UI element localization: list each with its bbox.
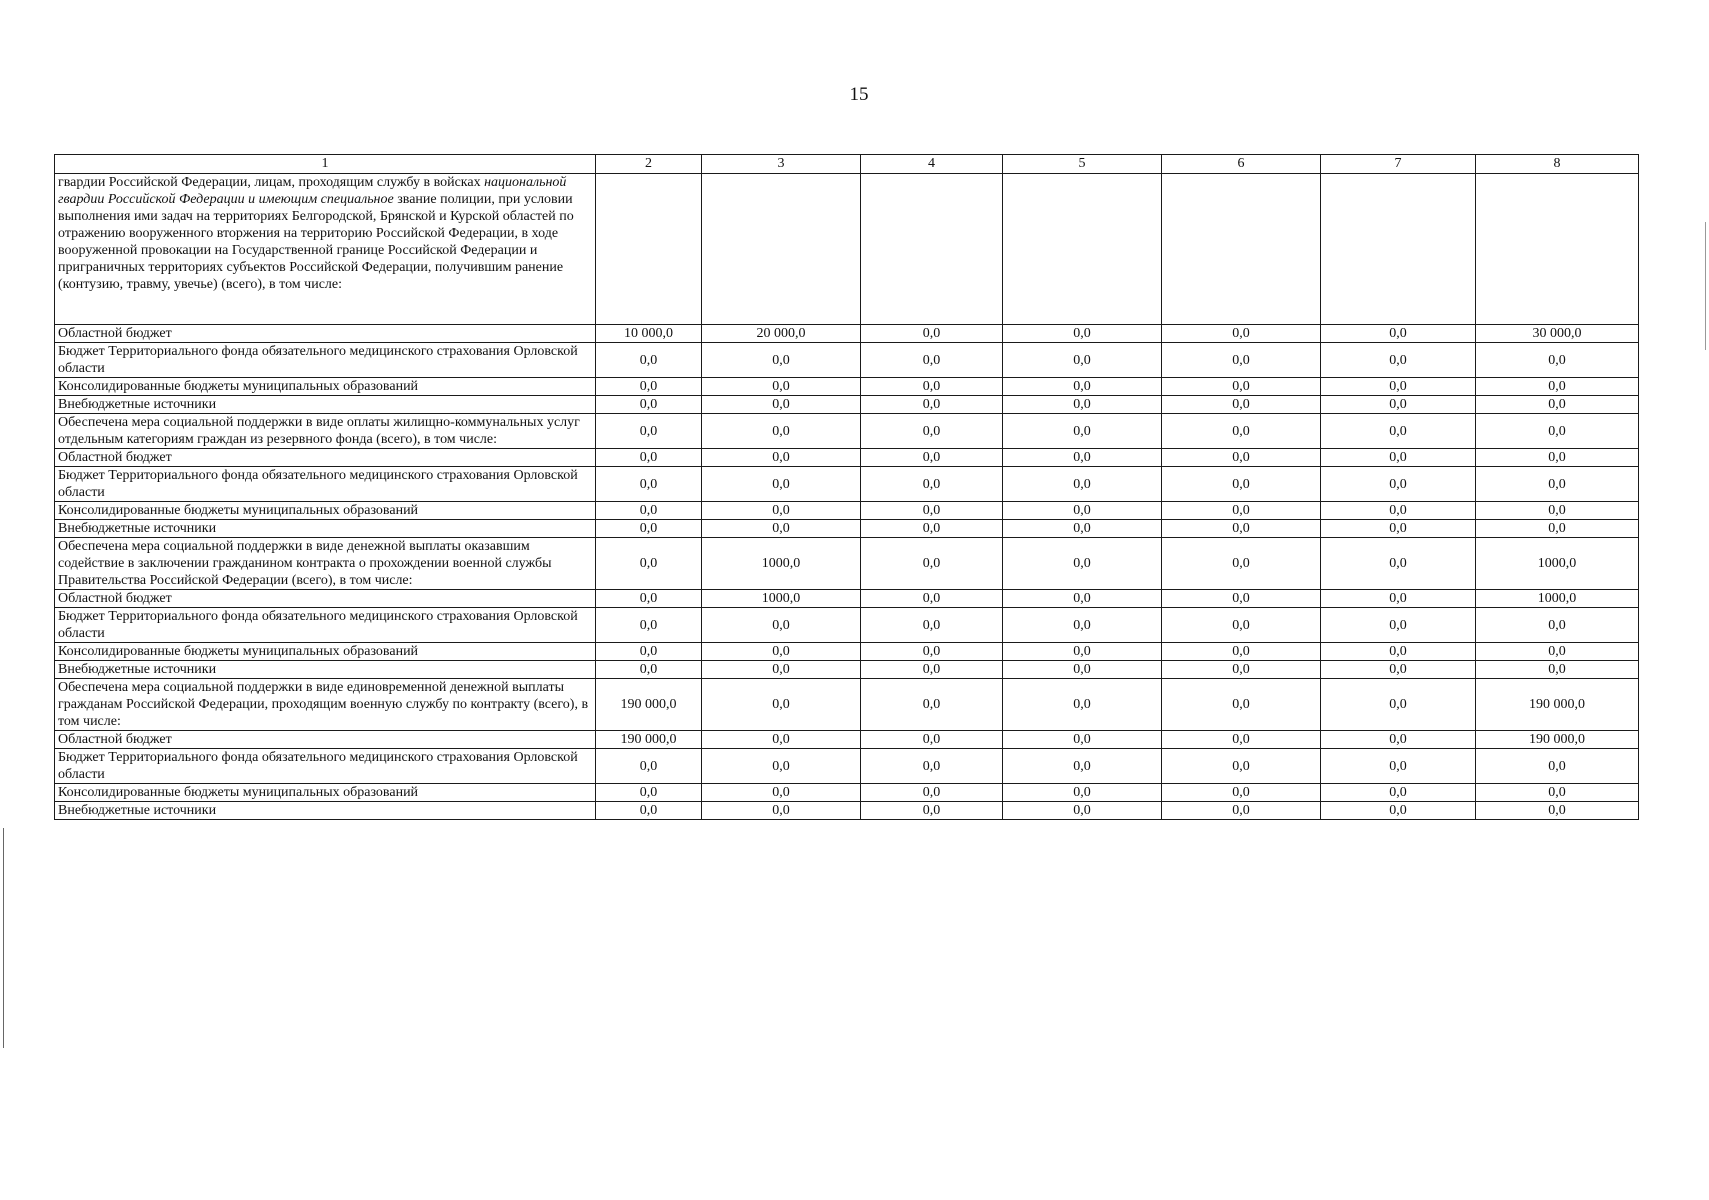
value-cell: 0,0 — [861, 396, 1003, 414]
value-cell: 0,0 — [1003, 449, 1162, 467]
value-cell: 0,0 — [596, 414, 702, 449]
margin-line — [3, 828, 4, 1048]
value-cell: 0,0 — [861, 784, 1003, 802]
value-cell: 0,0 — [1321, 414, 1476, 449]
value-cell: 0,0 — [1476, 467, 1639, 502]
value-cell: 0,0 — [1162, 661, 1321, 679]
value-cell: 0,0 — [1476, 661, 1639, 679]
table-row — [55, 538, 1639, 590]
row-label — [55, 174, 596, 325]
row-label: Консолидированные бюджеты муниципальных образований — [55, 784, 596, 802]
column-header: 1 — [55, 155, 596, 174]
value-cell: 0,0 — [1321, 643, 1476, 661]
value-cell: 0,0 — [1321, 343, 1476, 378]
value-cell: 0,0 — [702, 608, 861, 643]
value-cell: 0,0 — [1321, 396, 1476, 414]
value-cell: 0,0 — [702, 343, 861, 378]
table-row — [55, 396, 1639, 414]
value-cell: 0,0 — [1321, 590, 1476, 608]
table-row — [55, 520, 1639, 538]
value-cell: 0,0 — [1321, 608, 1476, 643]
value-cell: 0,0 — [1162, 325, 1321, 343]
row-label-italic-part: национальной гвардии Российской Федерации и имеющим специальное — [58, 175, 567, 207]
value-cell: 0,0 — [596, 643, 702, 661]
value-cell: 0,0 — [702, 784, 861, 802]
row-label-part: гвардии Российской Федерации, лицам, проходящим службу в войсках — [58, 175, 485, 190]
row-label: Внебюджетные источники — [55, 396, 596, 414]
value-cell: 0,0 — [1321, 449, 1476, 467]
value-cell: 0,0 — [702, 731, 861, 749]
value-cell — [1321, 174, 1476, 325]
table-row — [55, 343, 1639, 378]
row-label: Областной бюджет — [55, 449, 596, 467]
row-label-part: звание полиции, при условии выполнения ими задач на территориях Белгородской, Брянской и Курской областей по отражению вооруженного вторжения на территорию Российской Федерации, в ходе вооруженной провокации на Государственной границе Российской Федерации и приграничных территориях субъектов Российской Федерации, получившим ранение (контузию, травму, увечье) (всего), в том числе: — [58, 192, 574, 292]
value-cell: 0,0 — [596, 661, 702, 679]
value-cell: 0,0 — [1321, 679, 1476, 731]
value-cell: 0,0 — [1162, 502, 1321, 520]
value-cell: 30 000,0 — [1476, 325, 1639, 343]
value-cell: 1000,0 — [702, 590, 861, 608]
value-cell — [596, 174, 702, 325]
value-cell: 0,0 — [861, 608, 1003, 643]
value-cell: 0,0 — [596, 749, 702, 784]
value-cell: 0,0 — [1476, 449, 1639, 467]
value-cell: 0,0 — [1476, 784, 1639, 802]
table-row — [55, 449, 1639, 467]
value-cell: 0,0 — [1321, 731, 1476, 749]
value-cell: 0,0 — [702, 467, 861, 502]
value-cell: 0,0 — [1162, 414, 1321, 449]
row-label: Обеспечена мера социальной поддержки в виде денежной выплаты оказавшим содействие в заключении гражданином контракта о прохождении военной службы Правительства Российской Федерации (всего), в том числе: — [55, 538, 596, 590]
value-cell: 0,0 — [1003, 731, 1162, 749]
value-cell: 0,0 — [1321, 661, 1476, 679]
value-cell: 0,0 — [861, 679, 1003, 731]
value-cell: 0,0 — [1162, 343, 1321, 378]
value-cell: 0,0 — [1003, 802, 1162, 820]
budget-table — [54, 154, 1639, 820]
row-label: Бюджет Территориального фонда обязательного медицинского страхования Орловской области — [55, 467, 596, 502]
column-header: 5 — [1003, 155, 1162, 174]
value-cell: 0,0 — [1476, 749, 1639, 784]
value-cell: 0,0 — [1003, 608, 1162, 643]
column-header: 8 — [1476, 155, 1639, 174]
value-cell: 0,0 — [1476, 643, 1639, 661]
value-cell: 0,0 — [861, 414, 1003, 449]
column-header: 2 — [596, 155, 702, 174]
value-cell: 0,0 — [596, 784, 702, 802]
value-cell: 0,0 — [1476, 608, 1639, 643]
value-cell: 0,0 — [596, 608, 702, 643]
value-cell: 0,0 — [1162, 396, 1321, 414]
column-header: 4 — [861, 155, 1003, 174]
value-cell: 0,0 — [861, 378, 1003, 396]
value-cell: 1000,0 — [702, 538, 861, 590]
value-cell: 0,0 — [1321, 802, 1476, 820]
row-label: Обеспечена мера социальной поддержки в виде единовременной денежной выплаты гражданам Российской Федерации, проходящим военную службу по контракту (всего), в том числе: — [55, 679, 596, 731]
value-cell: 0,0 — [1162, 643, 1321, 661]
value-cell: 0,0 — [596, 590, 702, 608]
value-cell: 0,0 — [596, 467, 702, 502]
value-cell: 0,0 — [702, 378, 861, 396]
table-row — [55, 661, 1639, 679]
table-row — [55, 467, 1639, 502]
row-label: Внебюджетные источники — [55, 802, 596, 820]
value-cell: 0,0 — [596, 520, 702, 538]
value-cell: 0,0 — [1003, 396, 1162, 414]
row-label: Бюджет Территориального фонда обязательного медицинского страхования Орловской области — [55, 749, 596, 784]
value-cell: 0,0 — [1003, 590, 1162, 608]
table-row — [55, 174, 1639, 325]
row-label: Внебюджетные источники — [55, 661, 596, 679]
header-row — [55, 155, 1639, 174]
row-label: Бюджет Территориального фонда обязательного медицинского страхования Орловской области — [55, 608, 596, 643]
value-cell: 0,0 — [702, 643, 861, 661]
value-cell: 190 000,0 — [1476, 731, 1639, 749]
value-cell: 0,0 — [1162, 467, 1321, 502]
value-cell: 0,0 — [1003, 643, 1162, 661]
value-cell: 1000,0 — [1476, 538, 1639, 590]
value-cell: 0,0 — [596, 502, 702, 520]
value-cell: 0,0 — [1476, 414, 1639, 449]
value-cell: 0,0 — [1476, 802, 1639, 820]
value-cell: 0,0 — [1162, 802, 1321, 820]
value-cell: 0,0 — [702, 396, 861, 414]
row-label: Бюджет Территориального фонда обязательного медицинского страхования Орловской области — [55, 343, 596, 378]
row-label: Областной бюджет — [55, 590, 596, 608]
value-cell: 0,0 — [861, 467, 1003, 502]
value-cell: 0,0 — [1003, 467, 1162, 502]
value-cell: 190 000,0 — [596, 679, 702, 731]
value-cell: 0,0 — [861, 538, 1003, 590]
value-cell: 0,0 — [861, 449, 1003, 467]
row-label: Внебюджетные источники — [55, 520, 596, 538]
value-cell: 0,0 — [1162, 590, 1321, 608]
value-cell: 0,0 — [861, 520, 1003, 538]
value-cell: 0,0 — [1003, 343, 1162, 378]
table-row — [55, 325, 1639, 343]
value-cell: 0,0 — [702, 661, 861, 679]
table-row — [55, 378, 1639, 396]
value-cell: 0,0 — [1321, 467, 1476, 502]
value-cell: 0,0 — [702, 502, 861, 520]
table-row — [55, 414, 1639, 449]
value-cell: 0,0 — [1321, 784, 1476, 802]
value-cell: 0,0 — [1003, 520, 1162, 538]
row-label: Областной бюджет — [55, 325, 596, 343]
value-cell: 0,0 — [1162, 538, 1321, 590]
value-cell: 0,0 — [861, 590, 1003, 608]
value-cell: 0,0 — [596, 802, 702, 820]
value-cell: 0,0 — [1162, 449, 1321, 467]
row-label: Областной бюджет — [55, 731, 596, 749]
value-cell: 0,0 — [1321, 378, 1476, 396]
value-cell: 0,0 — [1321, 520, 1476, 538]
value-cell: 20 000,0 — [702, 325, 861, 343]
row-label: Консолидированные бюджеты муниципальных образований — [55, 378, 596, 396]
value-cell: 0,0 — [596, 343, 702, 378]
value-cell: 0,0 — [1003, 538, 1162, 590]
value-cell: 0,0 — [1003, 502, 1162, 520]
value-cell — [1162, 174, 1321, 325]
value-cell: 0,0 — [702, 749, 861, 784]
value-cell: 0,0 — [861, 325, 1003, 343]
value-cell: 0,0 — [1162, 784, 1321, 802]
value-cell: 0,0 — [1003, 325, 1162, 343]
value-cell: 0,0 — [1003, 378, 1162, 396]
value-cell: 0,0 — [1476, 396, 1639, 414]
value-cell: 1000,0 — [1476, 590, 1639, 608]
value-cell: 0,0 — [702, 520, 861, 538]
column-header: 7 — [1321, 155, 1476, 174]
value-cell: 0,0 — [861, 502, 1003, 520]
value-cell: 190 000,0 — [596, 731, 702, 749]
value-cell: 0,0 — [596, 378, 702, 396]
value-cell — [1003, 174, 1162, 325]
value-cell: 0,0 — [596, 538, 702, 590]
value-cell: 0,0 — [702, 414, 861, 449]
value-cell — [1476, 174, 1639, 325]
table-row — [55, 502, 1639, 520]
column-header: 6 — [1162, 155, 1321, 174]
value-cell: 0,0 — [1162, 608, 1321, 643]
table-row — [55, 749, 1639, 784]
page-number: 15 — [849, 84, 869, 105]
value-cell: 0,0 — [1476, 520, 1639, 538]
table-row — [55, 643, 1639, 661]
value-cell: 0,0 — [702, 449, 861, 467]
column-header: 3 — [702, 155, 861, 174]
value-cell: 0,0 — [1162, 749, 1321, 784]
value-cell: 0,0 — [1003, 661, 1162, 679]
value-cell: 0,0 — [1321, 325, 1476, 343]
value-cell: 0,0 — [1476, 378, 1639, 396]
row-label: Консолидированные бюджеты муниципальных образований — [55, 502, 596, 520]
value-cell: 0,0 — [1003, 784, 1162, 802]
table-row — [55, 784, 1639, 802]
value-cell: 0,0 — [861, 643, 1003, 661]
value-cell: 0,0 — [861, 731, 1003, 749]
value-cell: 0,0 — [861, 749, 1003, 784]
value-cell: 0,0 — [1162, 520, 1321, 538]
value-cell — [702, 174, 861, 325]
value-cell: 0,0 — [1476, 343, 1639, 378]
value-cell: 10 000,0 — [596, 325, 702, 343]
value-cell: 0,0 — [1476, 502, 1639, 520]
value-cell: 0,0 — [1321, 502, 1476, 520]
value-cell: 0,0 — [596, 449, 702, 467]
value-cell: 0,0 — [1162, 679, 1321, 731]
row-label: Обеспечена мера социальной поддержки в виде оплаты жилищно-коммунальных услуг отдельным категориям граждан из резервного фонда (всего), в том числе: — [55, 414, 596, 449]
value-cell: 190 000,0 — [1476, 679, 1639, 731]
value-cell: 0,0 — [596, 396, 702, 414]
value-cell: 0,0 — [1321, 749, 1476, 784]
value-cell: 0,0 — [1162, 378, 1321, 396]
value-cell: 0,0 — [702, 679, 861, 731]
table-body — [55, 174, 1639, 820]
value-cell — [861, 174, 1003, 325]
value-cell: 0,0 — [1321, 538, 1476, 590]
value-cell: 0,0 — [861, 802, 1003, 820]
value-cell: 0,0 — [702, 802, 861, 820]
row-label: Консолидированные бюджеты муниципальных образований — [55, 643, 596, 661]
value-cell: 0,0 — [1003, 749, 1162, 784]
value-cell: 0,0 — [861, 661, 1003, 679]
margin-mark — [1705, 222, 1706, 350]
table-row — [55, 679, 1639, 731]
table-row — [55, 731, 1639, 749]
table-row — [55, 590, 1639, 608]
value-cell: 0,0 — [861, 343, 1003, 378]
table-row — [55, 802, 1639, 820]
value-cell: 0,0 — [1162, 731, 1321, 749]
table-row — [55, 608, 1639, 643]
value-cell: 0,0 — [1003, 679, 1162, 731]
value-cell: 0,0 — [1003, 414, 1162, 449]
